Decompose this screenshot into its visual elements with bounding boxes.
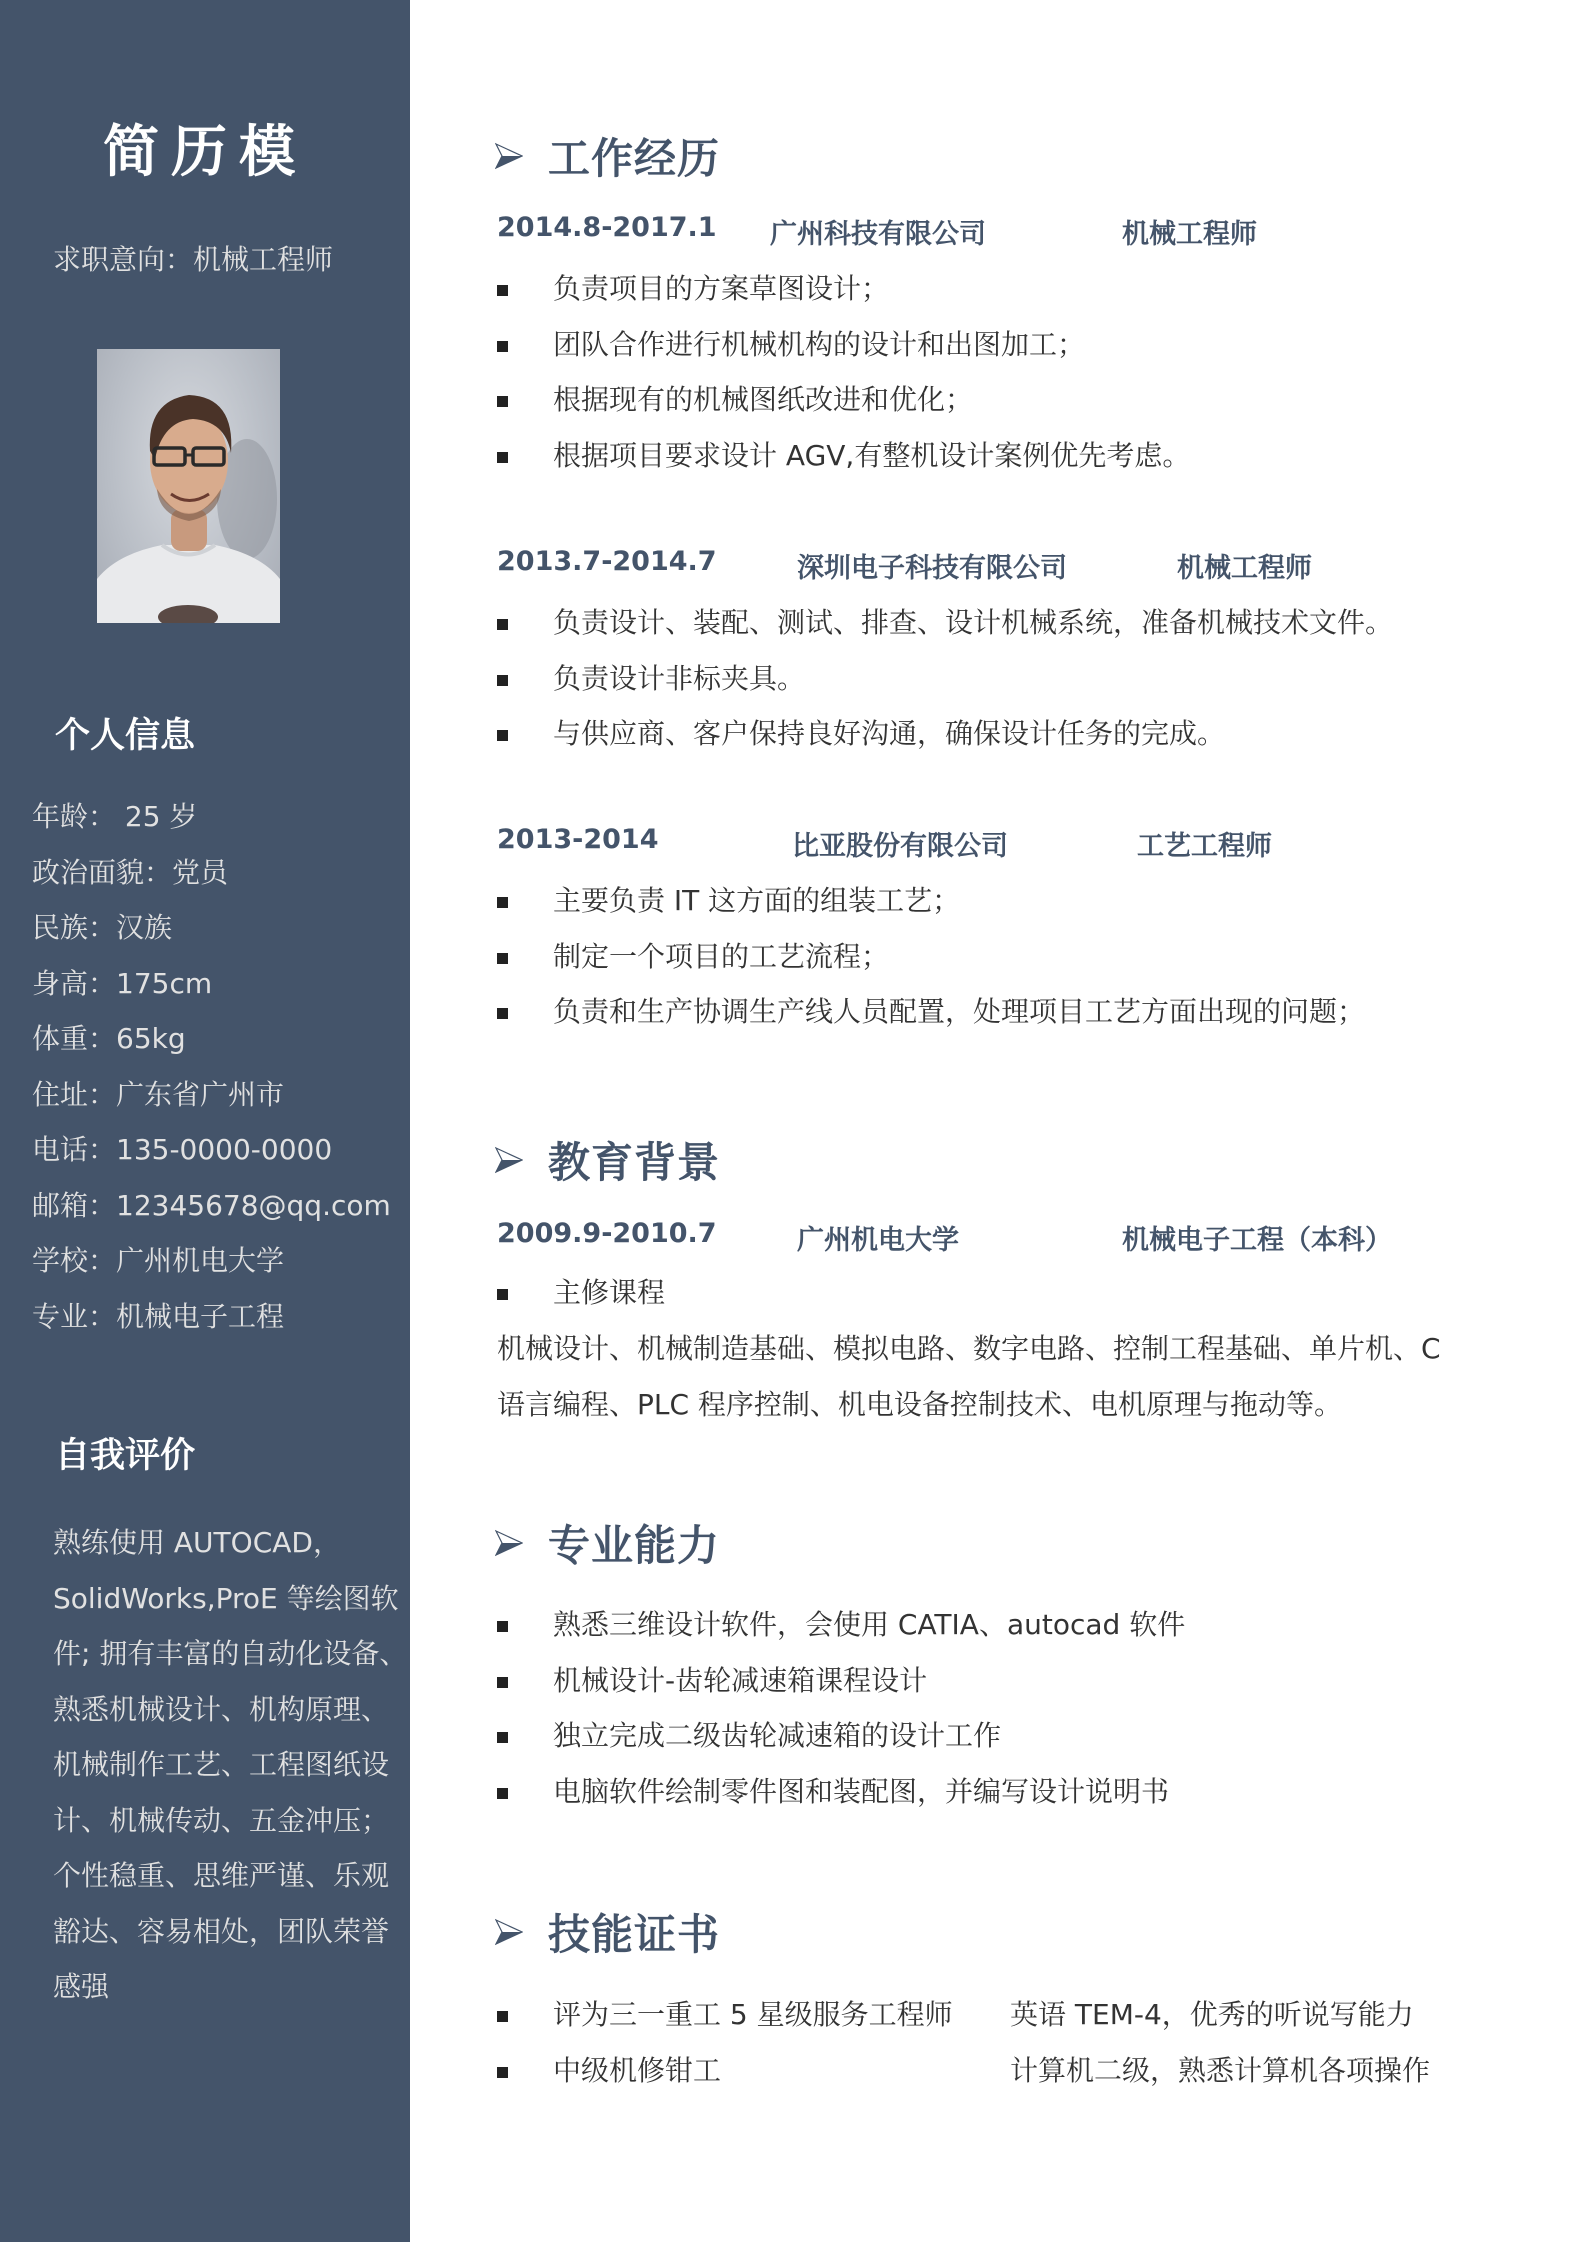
eval-line: SolidWorks,ProE 等绘图软 — [53, 1581, 399, 1615]
info-weight: 体重：65kg — [32, 1022, 186, 1055]
square-bullet-icon — [497, 953, 508, 964]
square-bullet-icon — [497, 1621, 508, 1632]
self-eval-heading: 自我评价 — [55, 1436, 196, 1476]
square-bullet-icon — [497, 675, 508, 686]
job-intent: 求职意向：机械工程师 — [53, 243, 334, 276]
main-content: 工作经历 2014.8-2017.1 广州科技有限公司 机械工程师 负责项目的方案草图设计； 团队合作进行机械机构的设计和出图加工； 根据现有的机械图纸改进和优化； 根据项目要求设计 AGV,有整机设计案例优先考虑。 2013.7-2014.7 深圳电子科技有限公司 机械工程师 负责设计、装配、测试、排查、设计机械系统，准备机械技术文件。 负责设计非标夹具。 与供应商、客户保持良好沟通，确保设计任务的完成。 2013-2014 比亚股份有限公司 工艺工程师 主要负责 IT 这方面的组装工艺； 制定一个项目的工艺流程； 负责和生产协调生产线人员配置，处理项目工艺方面出现的问题； 教育背景 2009.9-2010.7 广州机电大学 机械电子工程（本科） 主修课程 机械设计、机械制造基础、模拟电路、数字电路、控制工程基础、单片机、C 语言编程、PLC 程序控制、机电设备控制技术、电机原理与拖动等。 专业能力 熟悉三维设计软件，会使用 CATIA、autocad 软件 机械设计-齿轮减速箱课程设计 独立完成二级齿轮减速箱的设计工作 电脑软件绘制零件图和装配图，并编写设计说明书 技能证书 评为三一重工 5 星级服务工程师 英语 TEM-4，优秀的听说写能力 中级机修钳工 计算机二级，熟悉计算机各项操作 — [410, 0, 1587, 2245]
job-company: 深圳电子科技有限公司 — [797, 553, 1067, 584]
square-bullet-icon — [497, 396, 508, 407]
job-period: 2013-2014 — [497, 824, 659, 855]
square-bullet-icon — [497, 452, 508, 463]
personal-info-heading: 个人信息 — [55, 716, 196, 756]
square-bullet-icon — [497, 619, 508, 630]
work-section-title: 工作经历 — [548, 134, 721, 183]
job-company: 广州科技有限公司 — [770, 219, 986, 250]
info-phone: 电话：135-0000-0000 — [32, 1133, 333, 1166]
eval-line: 件; 拥有丰富的自动化设备、 — [53, 1637, 408, 1670]
job-period: 2013.7-2014.7 — [497, 546, 717, 577]
square-bullet-icon — [497, 1677, 508, 1688]
eval-line: 机械制作工艺、工程图纸设 — [53, 1748, 390, 1781]
square-bullet-icon — [497, 1008, 508, 1019]
eval-line: 计、机械传动、五金冲压； — [53, 1803, 390, 1837]
arrowhead-bullet-icon — [495, 1918, 523, 1946]
education-period: 2009.9-2010.7 — [497, 1218, 717, 1249]
eval-line: 个性稳重、思维严谨、乐观 — [53, 1859, 390, 1892]
square-bullet-icon — [497, 897, 508, 908]
work-section-header — [495, 126, 720, 186]
arrowhead-bullet-icon — [495, 1529, 523, 1557]
square-bullet-icon — [497, 2067, 508, 2078]
profile-photo — [97, 349, 280, 623]
job-period: 2014.8-2017.1 — [497, 212, 717, 243]
personal-info-list — [32, 792, 391, 1347]
info-height: 身高：175cm — [32, 966, 213, 1000]
square-bullet-icon — [497, 2011, 508, 2022]
courses-line: 语言编程、PLC 程序控制、机电设备控制技术、电机原理与拖动等。 — [497, 1387, 1342, 1421]
certs-section-title: 技能证书 — [548, 1910, 721, 1959]
eval-line: 感强 — [53, 1970, 110, 2003]
sidebar — [0, 0, 410, 2242]
eval-line: 熟练使用 AUTOCAD， — [53, 1526, 341, 1559]
info-age: 年龄： 25 岁 — [32, 800, 198, 833]
skills-section-title: 专业能力 — [548, 1521, 721, 1570]
info-ethnicity: 民族：汉族 — [32, 911, 173, 944]
info-address: 住址：广东省广州市 — [32, 1077, 285, 1111]
info-school: 学校：广州机电大学 — [32, 1244, 285, 1277]
education-major: 机械电子工程（本科） — [1122, 1225, 1392, 1256]
eval-line: 豁达、容易相处，团队荣誉 — [53, 1914, 390, 1948]
square-bullet-icon — [497, 730, 508, 741]
square-bullet-icon — [497, 1289, 508, 1300]
education-section-title: 教育背景 — [548, 1138, 721, 1187]
self-eval-text — [53, 1518, 408, 2018]
info-major: 专业：机械电子工程 — [32, 1299, 285, 1333]
resume-title: 简历模 — [103, 120, 307, 185]
education-section-header — [495, 1130, 720, 1190]
courses-text — [497, 1324, 1441, 1435]
square-bullet-icon — [497, 285, 508, 296]
courses-line: 机械设计、机械制造基础、模拟电路、数字电路、控制工程基础、单片机、C — [497, 1332, 1441, 1365]
square-bullet-icon — [497, 1788, 508, 1799]
job-company: 比亚股份有限公司 — [792, 831, 1008, 862]
arrowhead-bullet-icon — [495, 1146, 523, 1174]
education-school: 广州机电大学 — [797, 1225, 959, 1256]
job-role: 机械工程师 — [1177, 553, 1312, 584]
skills-section-header — [495, 1513, 720, 1573]
info-political-status: 政治面貌：党员 — [32, 855, 229, 889]
job-role: 工艺工程师 — [1137, 831, 1272, 862]
person-portrait-icon — [97, 349, 280, 623]
arrowhead-bullet-icon — [495, 142, 523, 170]
job-role: 机械工程师 — [1122, 219, 1257, 250]
eval-line: 熟悉机械设计、机构原理、 — [53, 1692, 390, 1726]
square-bullet-icon — [497, 341, 508, 352]
info-email: 邮箱：12345678@qq.com — [32, 1188, 391, 1222]
square-bullet-icon — [497, 1732, 508, 1743]
certs-section-header — [495, 1902, 720, 1962]
